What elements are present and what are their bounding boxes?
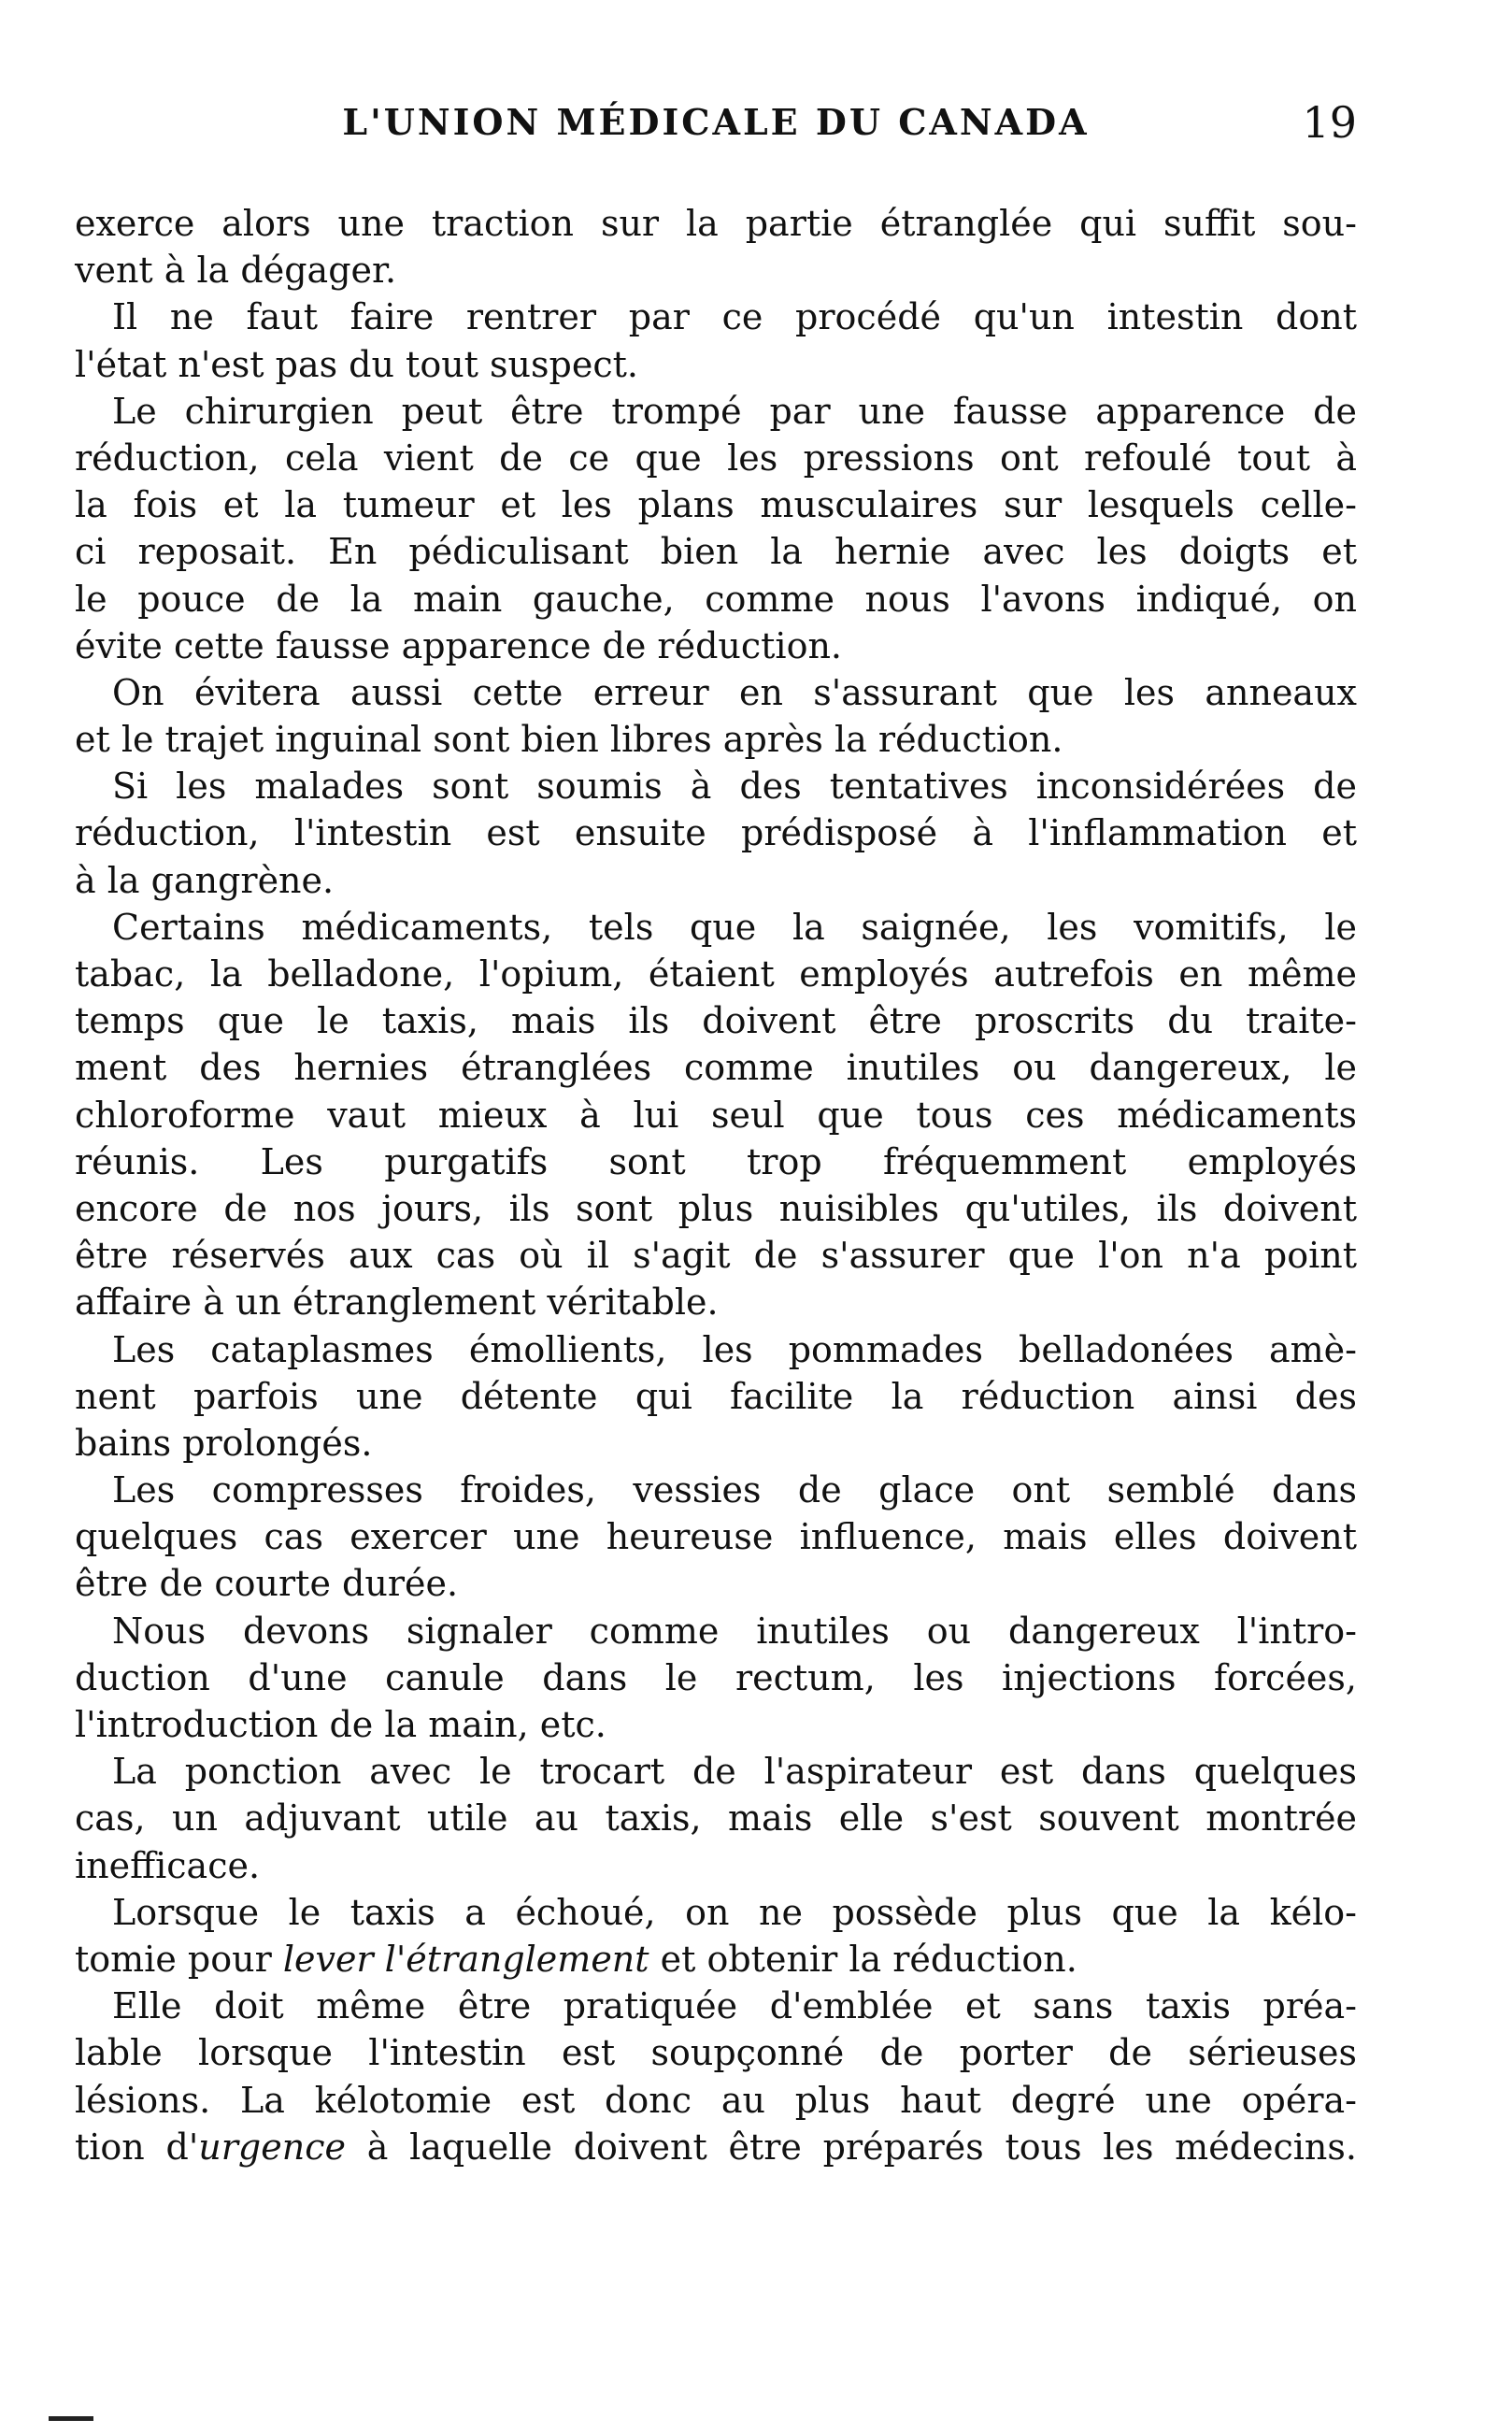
line-text-before: tion d' bbox=[75, 2126, 199, 2168]
text-line: être de courte durée. bbox=[75, 1563, 459, 1605]
italic-phrase: urgence bbox=[198, 2126, 346, 2168]
text-line bbox=[75, 2124, 1357, 2170]
text-line: quelques cas exercer une heureuse influence, mais elles doivent bbox=[75, 1516, 1357, 1558]
text-line: exerce alors une traction sur la partie étranglée qui suffit sou- bbox=[75, 203, 1357, 244]
text-line: Nous devons signaler comme inutiles ou dangereux l'intro- bbox=[112, 1610, 1357, 1652]
text-line: chloroforme vaut mieux à lui seul que tous ces médicaments bbox=[75, 1094, 1357, 1136]
text-line: Il ne faut faire rentrer par ce procédé qu'un intestin dont bbox=[112, 296, 1357, 338]
text-line: le pouce de la main gauche, comme nous l'avons indiqué, on bbox=[75, 578, 1357, 620]
line-text-before: tomie pour bbox=[75, 1938, 283, 1980]
text-line: lésions. La kélotomie est donc au plus haut degré une opéra- bbox=[75, 2079, 1357, 2121]
text-line: l'introduction de la main, etc. bbox=[75, 1704, 606, 1745]
text-line: affaire à un étranglement véritable. bbox=[75, 1281, 719, 1324]
text-line: Certains médicaments, tels que la saignée, les vomitifs, le bbox=[112, 906, 1357, 948]
text-line: lable lorsque l'intestin est soupçonné de porter de sérieuses bbox=[75, 2032, 1357, 2074]
text-line: ment des hernies étranglées comme inutiles ou dangereux, le bbox=[75, 1047, 1357, 1089]
text-line: Le chirurgien peut être trompé par une fausse apparence de bbox=[112, 390, 1357, 432]
running-title: L'UNION MÉDICALE DU CANADA bbox=[342, 101, 1090, 143]
text-line: bains prolongés. bbox=[75, 1422, 373, 1464]
text-line bbox=[75, 1936, 1357, 1983]
text-line: réduction, cela vient de ce que les pressions ont refoulé tout à bbox=[75, 437, 1357, 479]
text-line: la fois et la tumeur et les plans musculaires sur lesquels celle- bbox=[75, 484, 1357, 526]
text-line: duction d'une canule dans le rectum, les injections forcées, bbox=[75, 1656, 1357, 1698]
text-line: Elle doit même être pratiquée d'emblée et sans taxis préa- bbox=[112, 1985, 1357, 2027]
text-line: La ponction avec le trocart de l'aspirateur est dans quelques bbox=[112, 1751, 1357, 1793]
line-text-after: et obtenir la réduction. bbox=[649, 1938, 1077, 1980]
text-line: et le trajet inguinal sont bien libres après la réduction. bbox=[75, 719, 1063, 761]
text-line: Si les malades sont soumis à des tentatives inconsidérées de bbox=[112, 766, 1357, 808]
text-line: Les compresses froides, vessies de glace ont semblé dans bbox=[112, 1469, 1357, 1511]
text-line: réunis. Les purgatifs sont trop fréquemment employés bbox=[75, 1140, 1357, 1182]
text-line: ci reposait. En pédiculisant bien la hernie avec les doigts et bbox=[75, 531, 1357, 573]
text-line: réduction, l'intestin est ensuite prédisposé à l'inflammation et bbox=[75, 812, 1357, 854]
body-text bbox=[75, 200, 1357, 2170]
text-line: évite cette fausse apparence de réduction. bbox=[75, 624, 843, 666]
text-line: Les cataplasmes émollients, les pommades belladonées amè- bbox=[112, 1328, 1357, 1370]
line-text-after: à laquelle doivent être préparés tous les médecins. bbox=[345, 2126, 1357, 2168]
text-line: l'état n'est pas du tout suspect. bbox=[75, 343, 638, 385]
footer-rule bbox=[49, 2416, 93, 2421]
running-head bbox=[75, 97, 1357, 157]
text-line: vent à la dégager. bbox=[75, 250, 397, 292]
text-line: nent parfois une détente qui facilite la réduction ainsi des bbox=[75, 1375, 1357, 1417]
text-line: inefficace. bbox=[75, 1844, 261, 1886]
text-line: être réservés aux cas où il s'agit de s'assurer que l'on n'a point bbox=[75, 1235, 1357, 1277]
text-line: tabac, la belladone, l'opium, étaient employés autrefois en même bbox=[75, 953, 1357, 995]
text-line: temps que le taxis, mais ils doivent être proscrits du traite- bbox=[75, 1000, 1357, 1042]
text-line: On évitera aussi cette erreur en s'assurant que les anneaux bbox=[112, 671, 1357, 713]
text-line: cas, un adjuvant utile au taxis, mais elle s'est souvent montrée bbox=[75, 1797, 1357, 1840]
text-line: Lorsque le taxis a échoué, on ne possède plus que la kélo- bbox=[112, 1891, 1357, 1933]
italic-phrase: lever l'étranglement bbox=[282, 1938, 649, 1980]
page-number: 19 bbox=[1302, 97, 1357, 148]
text-line: encore de nos jours, ils sont plus nuisibles qu'utiles, ils doivent bbox=[75, 1187, 1357, 1229]
text-line: à la gangrène. bbox=[75, 859, 335, 901]
